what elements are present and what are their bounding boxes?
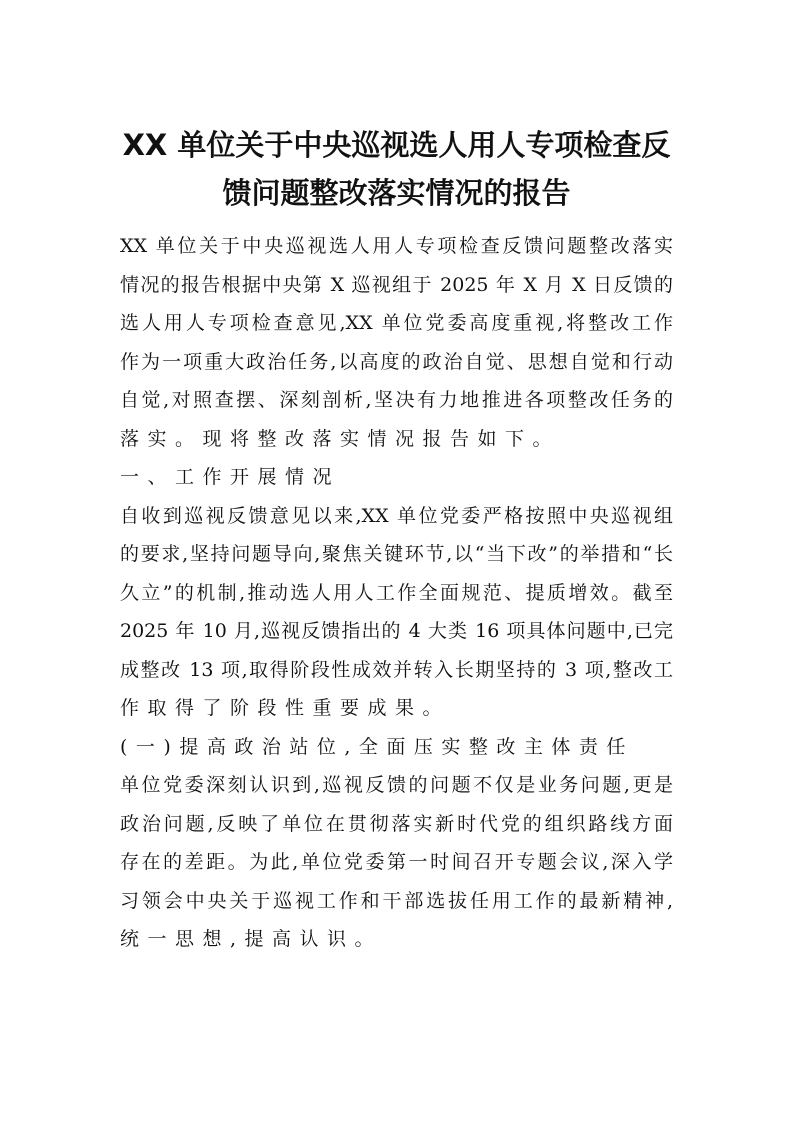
text-line: 作为一项重大政治任务,以高度的政治自觉、思想自觉和行动: [120, 350, 673, 373]
text-line: 统一思想,提高认识。: [120, 928, 383, 950]
document-title-line-1: XX 单位关于中央巡视选人用人专项检查反: [122, 128, 671, 162]
text-line: 成整改 13 项,取得阶段性成效并转入长期坚持的 3 项,整改工: [120, 658, 673, 681]
text-line: 选人用人专项检查意见,XX 单位党委高度重视,将整改工作: [120, 312, 673, 334]
text-line: 单位党委深刻认识到,巡视反馈的问题不仅是业务问题,更是: [120, 774, 673, 796]
text-line: 作取得了阶段性重要成果。: [120, 697, 451, 719]
subsection-heading: (一)提高政治站位,全面压实整改主体责任: [120, 735, 634, 758]
text-line: 2025 年 10 月,巡视反馈指出的 4 大类 16 项具体问题中,已完: [120, 620, 673, 642]
text-line: 自收到巡视反馈意见以来,XX 单位党委严格按照中央巡视组: [120, 504, 673, 527]
text-line: XX 单位关于中央巡视选人用人专项检查反馈问题整改落实: [120, 235, 673, 257]
work-progress-paragraph: [120, 497, 673, 728]
intro-paragraph: [120, 227, 673, 458]
text-line: 的要求,坚持问题导向,聚焦关键环节,以“当下改”的举措和“长: [120, 543, 673, 565]
document-body: [120, 227, 673, 959]
text-line: 政治问题,反映了单位在贯彻落实新时代党的组织路线方面: [120, 812, 673, 835]
document-title-line-2: 馈问题整改落实情况的报告: [222, 176, 571, 210]
text-line: 存在的差距。为此,单位党委第一时间召开专题会议,深入学: [120, 851, 673, 873]
political-stance-paragraph: [120, 766, 673, 959]
section-heading: 一、工作开展情况: [120, 466, 341, 488]
text-line: 情况的报告根据中央第 X 巡视组于 2025 年 X 月 X 日反馈的: [120, 273, 673, 296]
text-line: 自觉,对照查摆、深刻剖析,坚决有力地推进各项整改任务的: [120, 389, 673, 411]
text-line: 落实。现将整改落实情况报告如下。: [120, 427, 561, 450]
text-line: 久立”的机制,推动选人用人工作全面规范、提质增效。截至: [120, 581, 673, 604]
text-line: 习领会中央关于巡视工作和干部选拔任用工作的最新精神,: [120, 889, 673, 912]
